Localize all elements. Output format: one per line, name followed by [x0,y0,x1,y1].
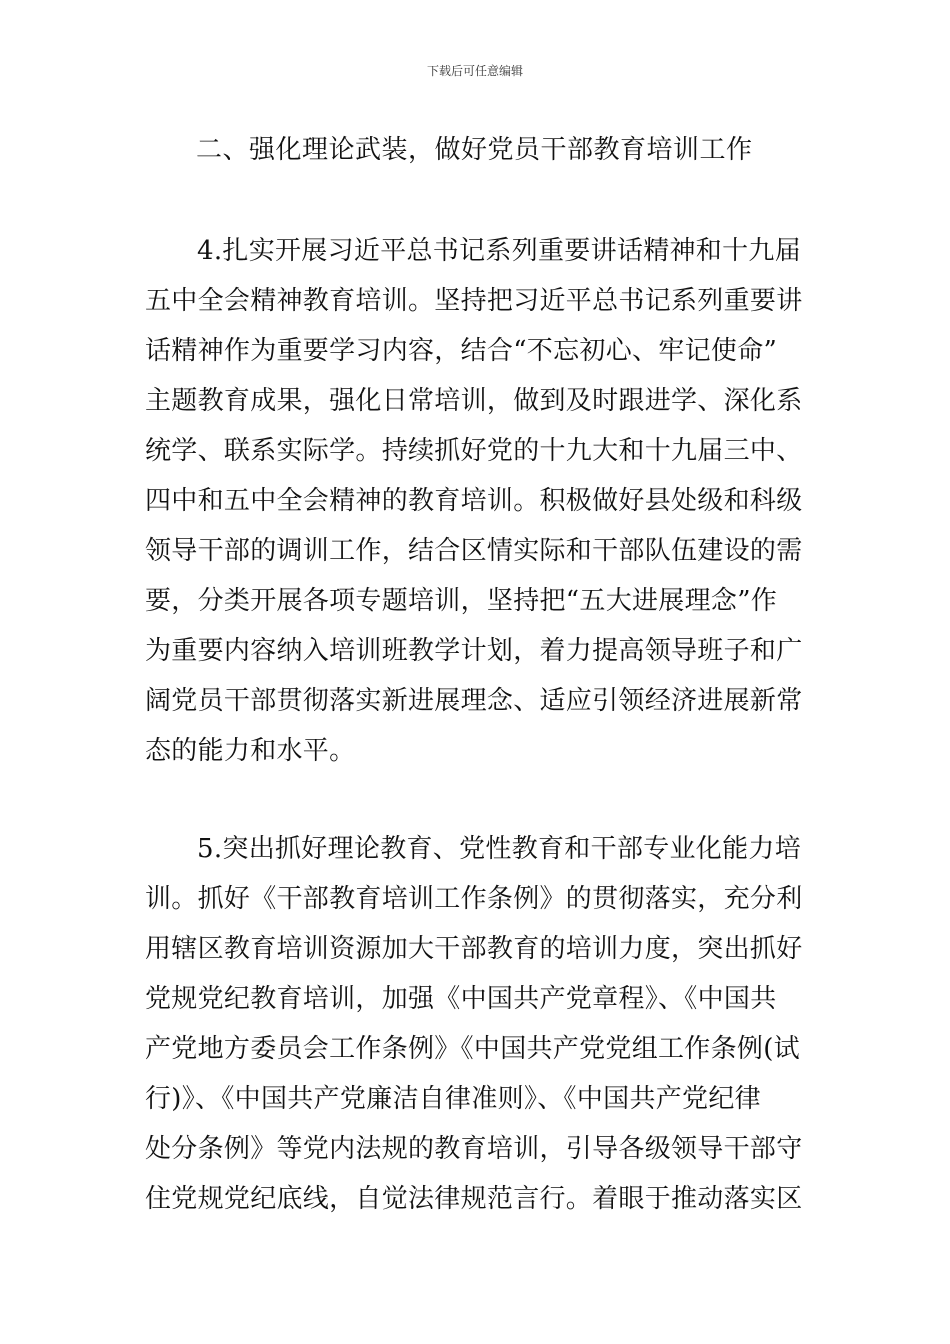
paragraph-line: 用辖区教育培训资源加大干部教育的培训力度，突出抓好 [145,934,803,964]
paragraph-line: 产党地方委员会工作条例》《中国共产党党组工作条例(试 [145,1034,800,1064]
paragraph-line: 为重要内容纳入培训班教学计划，着力提高领导班子和广 [145,636,803,666]
paragraph-line: 5.突出抓好理论教育、党性教育和干部专业化能力培 [197,834,802,864]
paragraph-line: 行)》、《中国共产党廉洁自律准则》、《中国共产党纪律 [145,1084,761,1114]
paragraph-line: 训。抓好《干部教育培训工作条例》的贯彻落实，充分利 [145,884,803,914]
paragraph-item-5 [145,824,807,1224]
paragraph-line: 住党规党纪底线，自觉法律规范言行。着眼于推动落实区 [145,1184,803,1214]
paragraph-line: 五中全会精神教育培训。坚持把习近平总书记系列重要讲 [145,286,803,316]
paragraph-item-4 [145,226,807,776]
paragraph-line: 处分条例》等党内法规的教育培训，引导各级领导干部守 [145,1134,803,1164]
paragraph-line: 党规党纪教育培训，加强《中国共产党章程》、《中国共 [145,984,777,1014]
paragraph-line: 四中和五中全会精神的教育培训。积极做好县处级和科级 [145,486,803,516]
paragraph-line: 4.扎实开展习近平总书记系列重要讲话精神和十九届 [197,236,802,266]
paragraph-line: 要，分类开展各项专题培训，坚持把“五大进展理念”作 [145,586,778,616]
paragraph-line: 话精神作为重要学习内容，结合“不忘初心、牢记使命” [145,336,778,366]
paragraph-line: 领导干部的调训工作，结合区情实际和干部队伍建设的需 [145,536,803,566]
paragraph-line: 统学、联系实际学。持续抓好党的十九大和十九届三中、 [145,436,803,466]
paragraph-line: 态的能力和水平。 [145,736,356,766]
section-heading: 二、强化理论武装，做好党员干部教育培训工作 [196,135,753,165]
page-header-note: 下载后可任意编辑 [426,64,523,78]
paragraph-line: 主题教育成果，强化日常培训，做到及时跟进学、深化系 [145,386,803,416]
paragraph-line: 阔党员干部贯彻落实新进展理念、适应引领经济进展新常 [145,686,803,716]
